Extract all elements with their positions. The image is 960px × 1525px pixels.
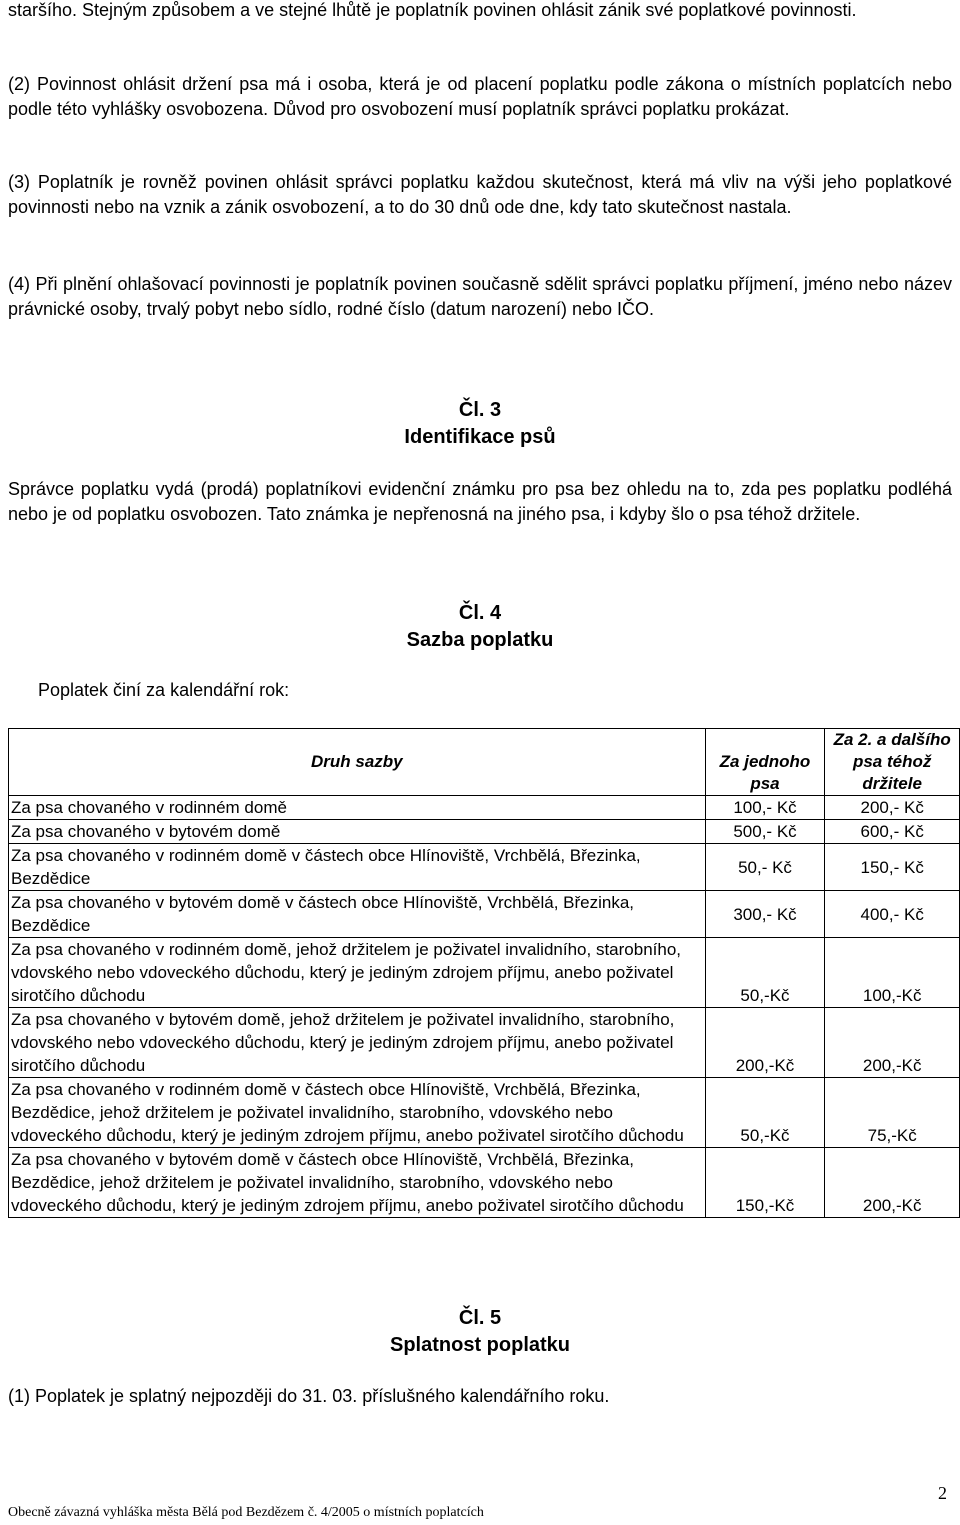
header-druh-sazby: Druh sazby (9, 729, 706, 796)
row-label: Za psa chovaného v bytovém domě v částech obce Hlínoviště, Vrchbělá, Březinka, Bezdědice, jehož držitelem je poživatel invalidního, starobního, vdovského nebo vdoveckého důchodu, který je jediným zdrojem příjmu, anebo poživatel sirotčího důchodu (9, 1148, 706, 1218)
table-row (9, 1008, 960, 1078)
paragraph-intro: staršího. Stejným způsobem a ve stejné lhůtě je poplatník povinen ohlásit zánik své poplatkové povinnosti. (8, 0, 857, 20)
page-footer: Obecně závazná vyhláška města Bělá pod Bezdězem č. 4/2005 o místních poplatcích (8, 1505, 484, 1520)
rate-intro: Poplatek činí za kalendářní rok: (38, 680, 290, 700)
article-5-heading (8, 1305, 952, 1359)
row-first-value: 300,- Kč (705, 891, 825, 938)
row-second-value: 100,-Kč (825, 938, 960, 1008)
article-3-number: Čl. 3 (458, 399, 502, 421)
table-row (9, 1148, 960, 1218)
table-row (9, 1078, 960, 1148)
row-first-value: 50,- Kč (705, 844, 825, 891)
paragraph-3: (3) Poplatník je rovněž povinen ohlásit správci poplatku každou skutečnost, která má vliv na výši jeho poplatkové povinnosti nebo na vznik a zánik osvobození, a to do 30 dnů ode dne, kdy tato skutečnost nastala. (8, 172, 952, 217)
row-second-value: 200,-Kč (825, 1148, 960, 1218)
row-label: Za psa chovaného v rodinném domě, jehož držitelem je poživatel invalidního, starobního, vdovského nebo vdoveckého důchodu, který je jediným zdrojem příjmu, anebo poživatel sirotčího důchodu (9, 938, 706, 1008)
article-3-title: Identifikace psů (404, 426, 556, 448)
rate-table (8, 728, 960, 1218)
row-first-value: 50,-Kč (705, 938, 825, 1008)
row-second-value: 400,- Kč (825, 891, 960, 938)
article-5-title: Splatnost poplatku (390, 1334, 570, 1356)
row-label: Za psa chovaného v bytovém domě, jehož držitelem je poživatel invalidního, starobního, vdovského nebo vdoveckého důchodu, který je jediným zdrojem příjmu, anebo poživatel sirotčího důchodu (9, 1008, 706, 1078)
article-3-heading (8, 397, 952, 451)
article-4-number: Čl. 4 (458, 602, 502, 624)
table-row (9, 844, 960, 891)
row-second-value: 600,- Kč (825, 820, 960, 844)
row-first-value: 500,- Kč (705, 820, 825, 844)
header-second-dog: Za 2. a dalšího psa téhož držitele (825, 729, 960, 796)
row-second-value: 200,- Kč (825, 796, 960, 820)
header-first-dog: Za jednoho psa (705, 729, 825, 796)
table-row (9, 820, 960, 844)
row-second-value: 150,- Kč (825, 844, 960, 891)
row-second-value: 200,-Kč (825, 1008, 960, 1078)
page-number: 2 (938, 1483, 947, 1503)
row-first-value: 50,-Kč (705, 1078, 825, 1148)
table-row (9, 938, 960, 1008)
article-5-number: Čl. 5 (458, 1307, 502, 1329)
row-first-value: 200,-Kč (705, 1008, 825, 1078)
row-second-value: 75,-Kč (825, 1078, 960, 1148)
paragraph-due-date: (1) Poplatek je splatný nejpozději do 31. 03. příslušného kalendářního roku. (8, 1386, 610, 1406)
row-label: Za psa chovaného v rodinném domě v částech obce Hlínoviště, Vrchbělá, Březinka, Bezdědice (9, 844, 706, 891)
row-first-value: 150,-Kč (705, 1148, 825, 1218)
row-first-value: 100,- Kč (705, 796, 825, 820)
row-label: Za psa chovaného v rodinném domě (9, 796, 706, 820)
table-row (9, 891, 960, 938)
paragraph-2: (2) Povinnost ohlásit držení psa má i osoba, která je od placení poplatku podle zákona o místních poplatcích nebo podle této vyhlášky osvobozena. Důvod pro osvobození musí poplatník správci poplatku prokázat. (8, 74, 952, 119)
article-4-title: Sazba poplatku (406, 629, 554, 651)
paragraph-identification: Správce poplatku vydá (prodá) poplatníkovi evidenční známku pro psa bez ohledu na to, zda pes poplatku podléhá nebo je od poplatku osvobozen. Tato známka je nepřenosná na jiného psa, i kdyby šlo o psa téhož držitele. (8, 479, 952, 524)
article-4-heading (8, 600, 952, 654)
paragraph-4: (4) Při plnění ohlašovací povinnosti je poplatník povinen současně sdělit správci poplatku příjmení, jméno nebo název právnické osoby, trvalý pobyt nebo sídlo, rodné číslo (datum narození) nebo IČO. (8, 274, 952, 319)
row-label: Za psa chovaného v bytovém domě (9, 820, 706, 844)
table-row (9, 796, 960, 820)
row-label: Za psa chovaného v rodinném domě v částech obce Hlínoviště, Vrchbělá, Březinka, Bezdědice, jehož držitelem je poživatel invalidního, starobního, vdovského nebo vdoveckého důchodu, který je jediným zdrojem příjmu, anebo poživatel sirotčího důchodu (9, 1078, 706, 1148)
row-label: Za psa chovaného v bytovém domě v částech obce Hlínoviště, Vrchbělá, Březinka, Bezdědice (9, 891, 706, 938)
rate-table-header (9, 729, 960, 796)
